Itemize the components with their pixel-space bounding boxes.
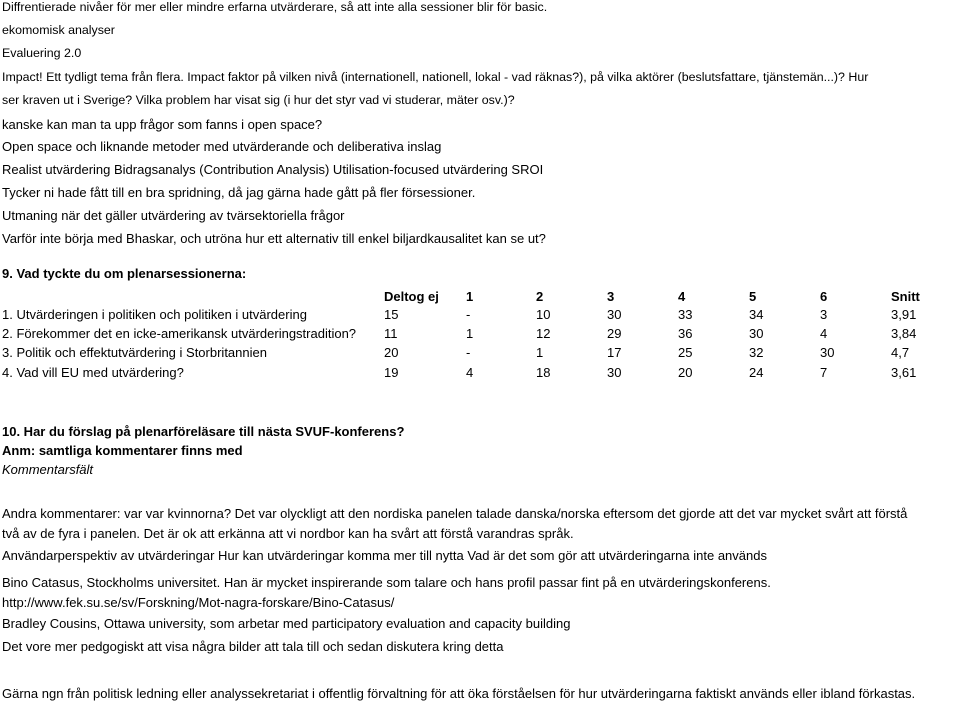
q9-row-3-v6: 30: [820, 345, 835, 360]
q9-row-4-snitt: 3,61: [891, 365, 917, 380]
intro-line-10: Utmaning när det gäller utvärdering av tvärsektoriella frågor: [2, 208, 345, 223]
comment-3-link[interactable]: http://www.fek.su.se/sv/Forskning/Mot-nagra-forskare/Bino-Catasus/: [2, 595, 395, 610]
q9-header-4: 4: [678, 289, 686, 304]
q9-row-3-v4: 25: [678, 345, 693, 360]
comment-1-cont: två av de fyra i panelen. Det är ok att erkänna att vi nordbor kan ha svårt att förstå varandras språk.: [2, 526, 574, 541]
q9-header-6: 6: [820, 289, 828, 304]
q9-row-3-v2: 1: [536, 345, 544, 360]
intro-line-8: Realist utvärdering Bidragsanalys (Contribution Analysis) Utilisation-focused utvärdering SROI: [2, 162, 544, 177]
q9-header-5: 5: [749, 289, 757, 304]
q9-row-2-v2: 12: [536, 326, 551, 341]
q9-header-deltog-ej: Deltog ej: [384, 289, 439, 304]
intro-line-11: Varför inte börja med Bhaskar, och utröna hur ett alternativ till enkel biljardkausalitet kan se ut?: [2, 231, 546, 246]
comment-6: Gärna ngn från politisk ledning eller analyssekretariat i offentlig förvaltning för att öka förståelsen för hur utvärderingarna faktiskt används eller ibland förkastas.: [2, 686, 916, 701]
q9-row-1-deltog-ej: 15: [384, 307, 399, 322]
q9-row-1-v6: 3: [820, 307, 828, 322]
q9-title: 9. Vad tyckte du om plenarsessionerna:: [2, 266, 247, 281]
q9-row-3-label: 3. Politik och effektutvärdering i Storbritannien: [2, 345, 267, 360]
q9-header-1: 1: [466, 289, 474, 304]
q9-row-3-snitt: 4,7: [891, 345, 910, 360]
q9-row-4-v6: 7: [820, 365, 828, 380]
q9-row-4-v2: 18: [536, 365, 551, 380]
intro-line-5: ser kraven ut i Sverige? Vilka problem har visat sig (i hur det styr vad vi studerar, mäter osv.)?: [2, 93, 515, 107]
intro-line-6: kanske kan man ta upp frågor som fanns i open space?: [2, 117, 323, 132]
comment-5: Det vore mer pedgogiskt att visa några bilder att tala till och sedan diskutera kring detta: [2, 639, 504, 654]
comment-1: Andra kommentarer: var var kvinnorna? Det var olyckligt att den nordiska panelen talade danska/norska eftersom det gjorde att det var mycket svårt att förstå: [2, 506, 908, 521]
q9-row-2-v5: 30: [749, 326, 764, 341]
q9-row-2-v6: 4: [820, 326, 828, 341]
q9-row-2-v4: 36: [678, 326, 693, 341]
q9-row-1-v4: 33: [678, 307, 693, 322]
q9-row-4-v5: 24: [749, 365, 764, 380]
q9-row-4-v1: 4: [466, 365, 474, 380]
q9-row-4-v4: 20: [678, 365, 693, 380]
q9-row-2-v3: 29: [607, 326, 622, 341]
q9-row-1-v1: -: [466, 307, 471, 322]
q9-row-3-deltog-ej: 20: [384, 345, 399, 360]
q10-note: Anm: samtliga kommentarer finns med: [2, 443, 243, 458]
q9-header-snitt: Snitt: [891, 289, 920, 304]
q10-field-label: Kommentarsfält: [2, 462, 94, 477]
intro-line-3: Evaluering 2.0: [2, 46, 82, 60]
comment-4: Bradley Cousins, Ottawa university, som arbetar med participatory evaluation and capacity building: [2, 616, 571, 631]
intro-line-9: Tycker ni hade fått till en bra spridning, då jag gärna hade gått på fler försessioner.: [2, 185, 476, 200]
q9-row-4-deltog-ej: 19: [384, 365, 399, 380]
q9-row-3-v1: -: [466, 345, 471, 360]
q9-row-1-v5: 34: [749, 307, 764, 322]
q9-row-2-v1: 1: [466, 326, 474, 341]
q9-row-3-v3: 17: [607, 345, 622, 360]
q9-row-1-label: 1. Utvärderingen i politiken och politiken i utvärdering: [2, 307, 307, 322]
q9-header-3: 3: [607, 289, 615, 304]
q9-row-2-deltog-ej: 11: [384, 326, 398, 341]
q9-row-3-v5: 32: [749, 345, 764, 360]
comment-3: Bino Catasus, Stockholms universitet. Han är mycket inspirerande som talare och hans profil passar fint på en utvärderingskonferens.: [2, 575, 771, 590]
intro-line-2: ekomomisk analyser: [2, 23, 115, 37]
q9-row-1-v2: 10: [536, 307, 551, 322]
intro-line-7: Open space och liknande metoder med utvärderande och deliberativa inslag: [2, 139, 442, 154]
comment-2: Användarperspektiv av utvärderingar Hur kan utvärderingar komma mer till nytta Vad är det som gör att utvärderingarna inte används: [2, 548, 767, 563]
q9-header-2: 2: [536, 289, 544, 304]
intro-line-4: Impact! Ett tydligt tema från flera. Impact faktor på vilken nivå (internationell, nationell, lokal - vad räknas?), på vilka aktörer (beslutsfattare, tjänstemän...)? Hur: [2, 70, 869, 84]
q9-row-2-label: 2. Förekommer det en icke-amerikansk utvärderingstradition?: [2, 326, 357, 341]
q10-title: 10. Har du förslag på plenarföreläsare till nästa SVUF-konferens?: [2, 424, 405, 439]
q9-row-2-snitt: 3,84: [891, 326, 917, 341]
q9-row-1-v3: 30: [607, 307, 622, 322]
intro-line-1: Diffrentierade nivåer för mer eller mindre erfarna utvärderare, så att inte alla sessioner blir för basic.: [2, 0, 548, 14]
q9-row-1-snitt: 3,91: [891, 307, 917, 322]
q9-row-4-v3: 30: [607, 365, 622, 380]
q9-row-4-label: 4. Vad vill EU med utvärdering?: [2, 365, 184, 380]
